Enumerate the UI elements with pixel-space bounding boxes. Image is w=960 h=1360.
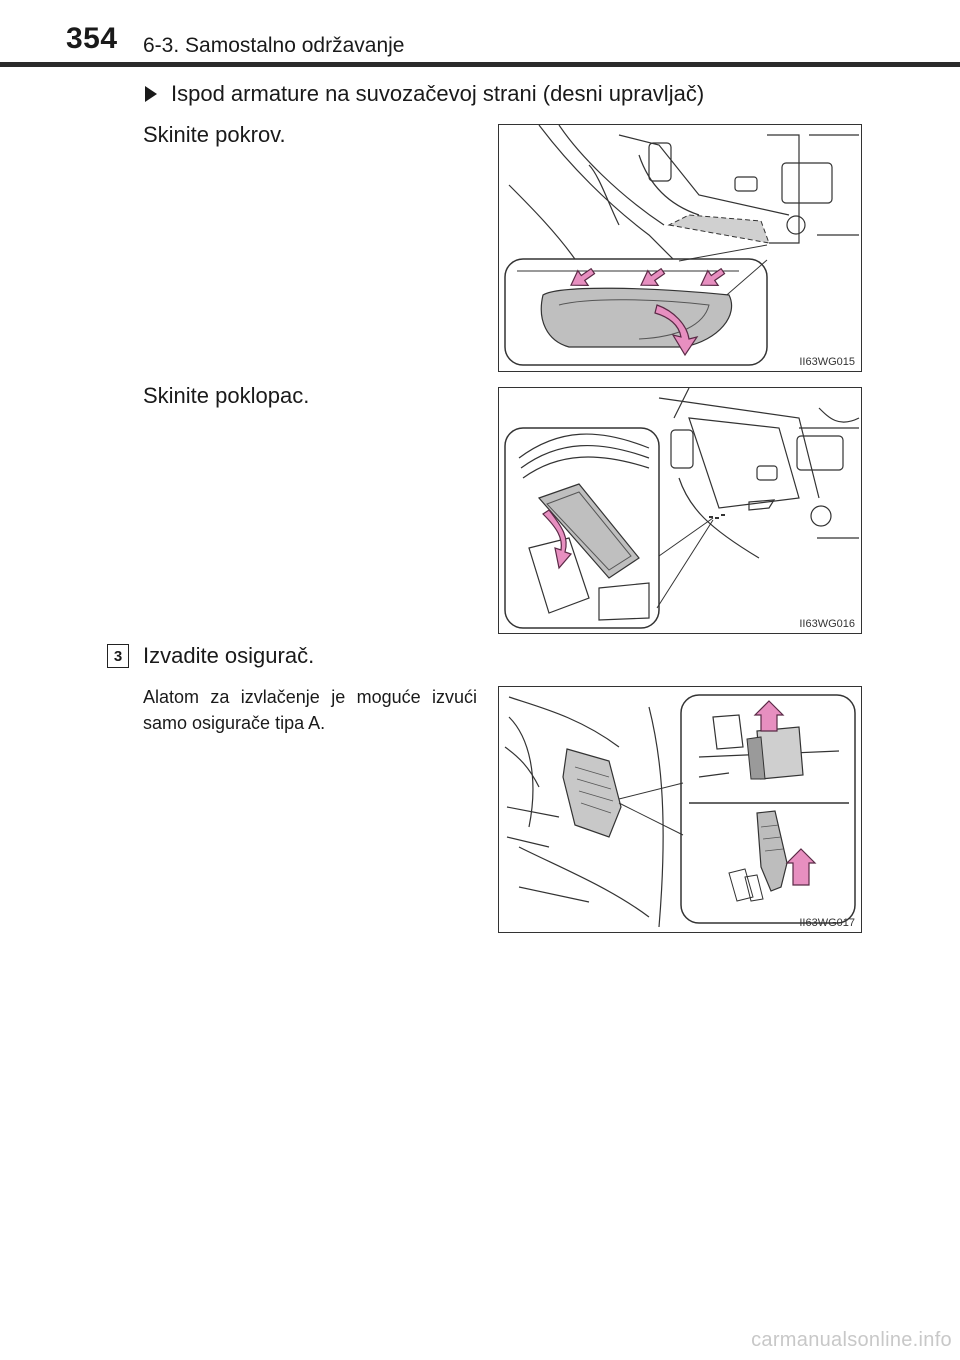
- triangle-bullet-icon: [145, 86, 157, 102]
- illustration-fuse-box-lid: [499, 388, 861, 633]
- step-remove-lid: Skinite poklopac.: [143, 383, 310, 408]
- figure-code: II63WG016: [799, 618, 855, 630]
- page-header: [0, 0, 960, 70]
- figure-code: II63WG015: [799, 356, 855, 368]
- page-number: 354: [66, 22, 118, 55]
- header-divider: [0, 62, 960, 67]
- bullet-heading-text: Ispod armature na suvozačevoj strani (desni upravljač): [171, 81, 705, 106]
- section-title: 6-3. Samostalno održavanje: [143, 34, 405, 57]
- figure-remove-fuse: [498, 686, 862, 933]
- figure-remove-cover: [498, 124, 862, 372]
- illustration-dashboard-cover: [499, 125, 861, 371]
- illustration-fuse-puller: [499, 687, 861, 932]
- figure-remove-lid: [498, 387, 862, 634]
- bullet-heading: [143, 81, 704, 107]
- step-number-badge: 3: [107, 644, 129, 668]
- step-note: Alatom za izvlačenje je moguće izvući samo osigurače tipa A.: [143, 687, 477, 733]
- step-remove-fuse: Izvadite osigurač.: [143, 643, 315, 668]
- figure-code: II63WG017: [799, 917, 855, 929]
- step-remove-cover: Skinite pokrov.: [143, 122, 286, 147]
- footer-watermark: carmanualsonline.info: [751, 1329, 952, 1351]
